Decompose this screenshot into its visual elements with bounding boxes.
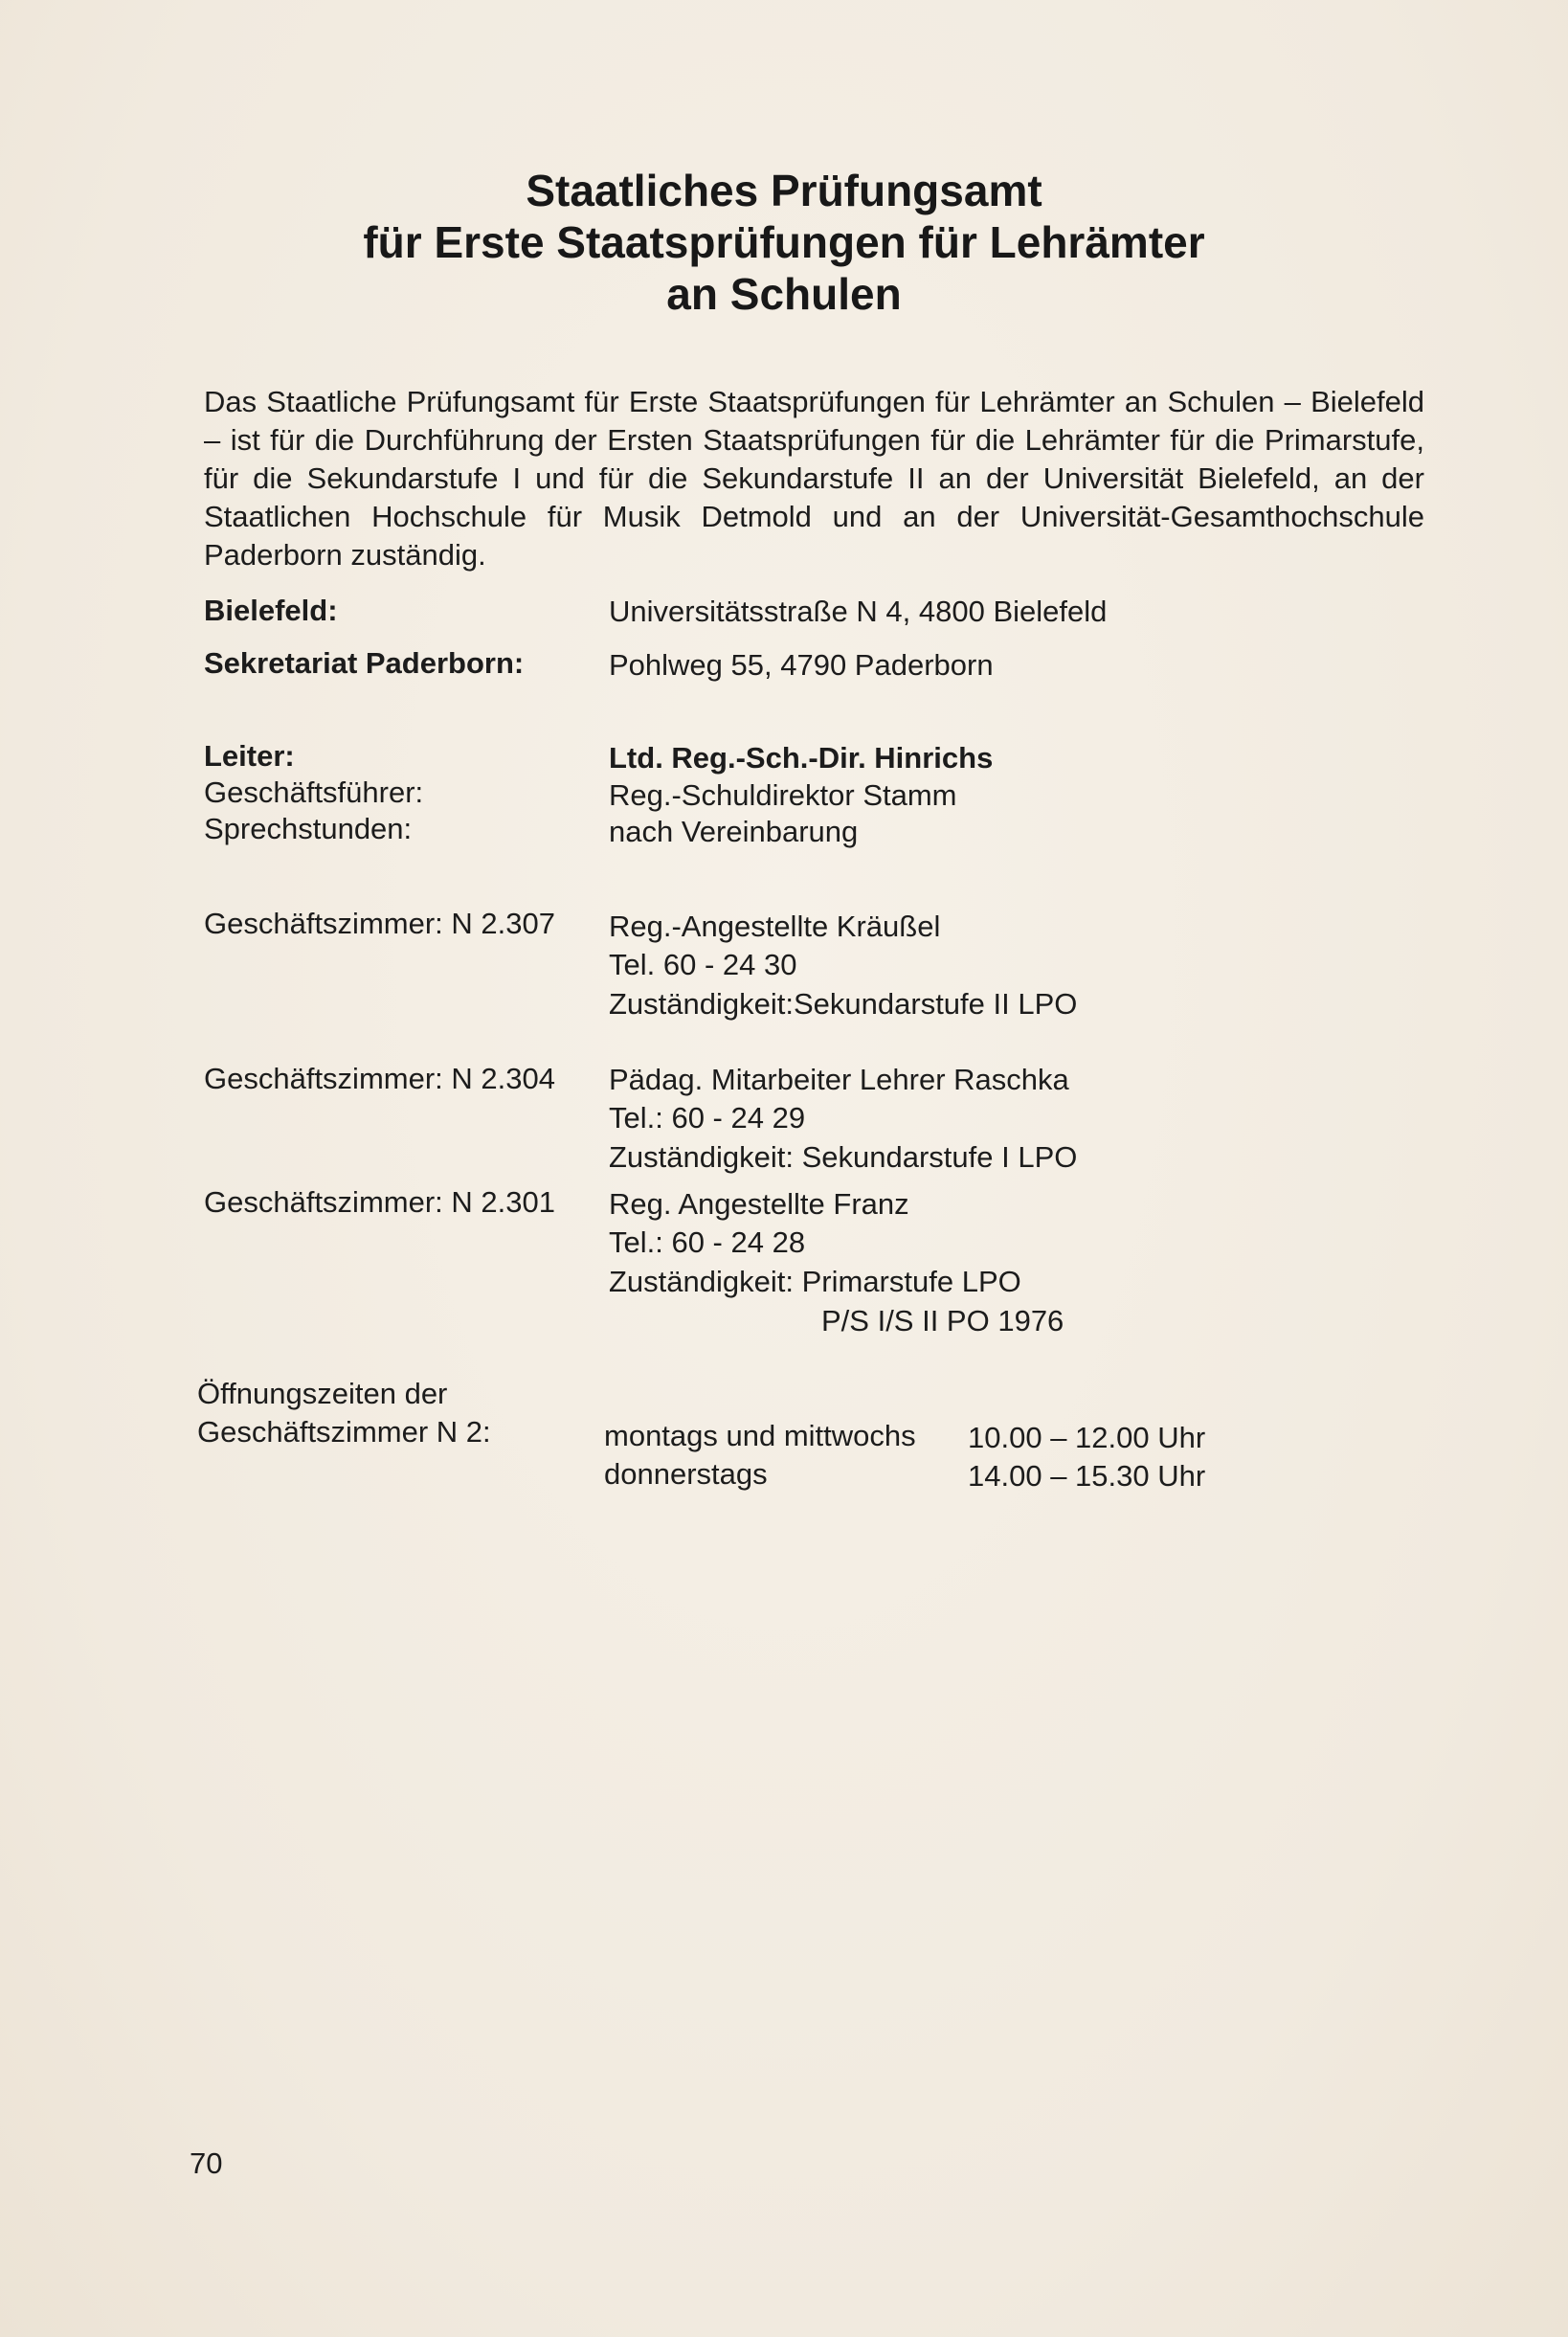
room-1-tel: Tel. 60 - 24 30 bbox=[609, 948, 797, 981]
title-line-2: für Erste Staatsprüfungen für Lehrämter bbox=[363, 217, 1205, 267]
hours-days-1: montags und mittwochs bbox=[604, 1419, 916, 1452]
bielefeld-address: Universitätsstraße N 4, 4800 Bielefeld bbox=[609, 595, 1108, 628]
page-number: 70 bbox=[190, 2146, 223, 2180]
hours-time-1: 10.00 – 12.00 Uhr bbox=[968, 1421, 1206, 1454]
room-3-tel: Tel.: 60 - 24 28 bbox=[609, 1225, 806, 1259]
geschaeftsfuehrer-value: Reg.-Schuldirektor Stamm bbox=[609, 778, 957, 812]
sprechstunden-value: nach Vereinbarung bbox=[609, 815, 859, 848]
bielefeld-label: Bielefeld: bbox=[204, 594, 338, 627]
hours-time-2: 14.00 – 15.30 Uhr bbox=[968, 1459, 1206, 1493]
hours-days-2: donnerstags bbox=[604, 1457, 768, 1491]
leiter-label: Leiter: bbox=[204, 739, 295, 773]
room-2-name: Pädag. Mitarbeiter Lehrer Raschka bbox=[609, 1063, 1069, 1096]
room-2-zustaendigkeit: Zuständigkeit: Sekundarstufe I LPO bbox=[609, 1140, 1078, 1174]
title-line-1: Staatliches Prüfungsamt bbox=[526, 166, 1042, 215]
intro-paragraph: Das Staatliche Prüfungsamt für Erste Staatsprüfungen für Lehrämter an Schulen – Bielefeld – ist für die Durchführung der Ersten Staatsprüfungen für die Lehrämter für die Primarstufe, für die Sekundarstufe I und für die Sekundarstufe II an der Universität Bielefeld, an der Staatlichen Hochschule für Musik Detmold und an der Universität-Gesamthochschule Paderborn zuständig. bbox=[204, 385, 1424, 572]
room-1-label: Geschäftszimmer: N 2.307 bbox=[204, 907, 555, 940]
hours-label-2: Geschäftszimmer N 2: bbox=[197, 1415, 491, 1449]
room-3-label: Geschäftszimmer: N 2.301 bbox=[204, 1185, 555, 1219]
sprechstunden-label: Sprechstunden: bbox=[204, 812, 413, 845]
room-3-zustaendigkeit: Zuständigkeit: Primarstufe LPO bbox=[609, 1265, 1021, 1298]
room-2-label: Geschäftszimmer: N 2.304 bbox=[204, 1062, 555, 1095]
paderborn-address: Pohlweg 55, 4790 Paderborn bbox=[609, 648, 994, 682]
leiter-value: Ltd. Reg.-Sch.-Dir. Hinrichs bbox=[609, 741, 994, 775]
hours-label-1: Öffnungszeiten der bbox=[197, 1377, 448, 1410]
room-1-name: Reg.-Angestellte Kräußel bbox=[609, 910, 941, 943]
room-3-zustaendigkeit-2: P/S I/S II PO 1976 bbox=[821, 1304, 1064, 1337]
geschaeftsfuehrer-label: Geschäftsführer: bbox=[204, 775, 424, 809]
room-1-zustaendigkeit: Zuständigkeit:Sekundarstufe II LPO bbox=[609, 987, 1078, 1021]
title-line-3: an Schulen bbox=[666, 269, 902, 319]
room-3-name: Reg. Angestellte Franz bbox=[609, 1187, 909, 1221]
room-2-tel: Tel.: 60 - 24 29 bbox=[609, 1101, 806, 1135]
paderborn-label: Sekretariat Paderborn: bbox=[204, 646, 525, 680]
page-title bbox=[0, 165, 1568, 320]
